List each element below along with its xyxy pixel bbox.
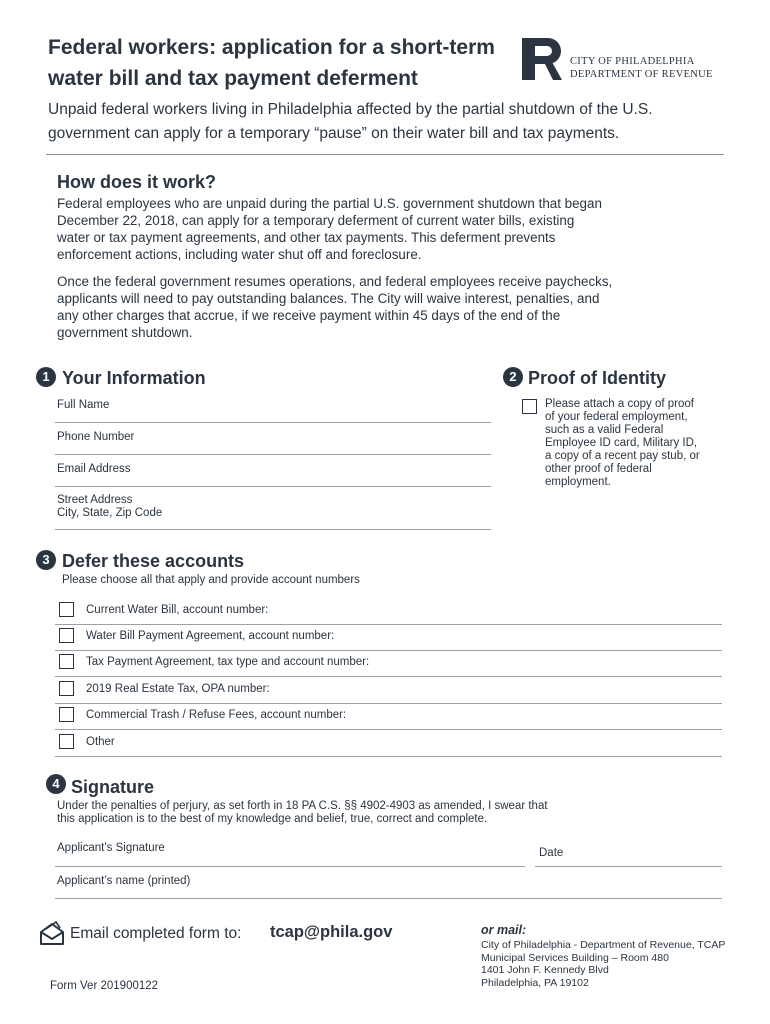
signature-field[interactable]: [55, 866, 525, 867]
proof-line: of your federal employment,: [545, 411, 688, 423]
defer-instruction: Please choose all that apply and provide account numbers: [62, 574, 360, 586]
current-water-bill-checkbox[interactable]: [59, 602, 74, 617]
agency-line-1: CITY OF PHILADELPHIA: [570, 56, 695, 67]
proof-line: employment.: [545, 476, 611, 488]
section-1-number: 1: [36, 367, 56, 387]
title-line-1: Federal workers: application for a short-term: [48, 36, 495, 59]
water-payment-agreement-checkbox[interactable]: [59, 628, 74, 643]
section-4-number: 4: [46, 774, 66, 794]
email-field[interactable]: [55, 486, 491, 487]
how-p1-line: December 22, 2018, can apply for a temporary deferment of current water bills, existing: [57, 213, 575, 228]
proof-line: such as a valid Federal: [545, 424, 664, 436]
proof-line: Please attach a copy of proof: [545, 398, 694, 410]
real-estate-tax-label: 2019 Real Estate Tax, OPA number:: [86, 683, 270, 695]
subtitle-line-1: Unpaid federal workers living in Philadelphia affected by the partial shutdown of the U.S.: [48, 101, 653, 118]
agency-line-2: DEPARTMENT OF REVENUE: [570, 69, 713, 80]
tax-payment-agreement-field[interactable]: [55, 676, 722, 677]
proof-line: a copy of a recent pay stub, or: [545, 450, 700, 462]
date-label: Date: [539, 847, 564, 859]
city-logo-icon: [522, 38, 566, 80]
page-subtitle: [48, 98, 728, 146]
water-payment-agreement-label: Water Bill Payment Agreement, account number:: [86, 630, 335, 642]
how-paragraph-2: [57, 273, 717, 341]
tax-payment-agreement-label: Tax Payment Agreement, tax type and account number:: [86, 656, 370, 668]
commercial-trash-field[interactable]: [55, 729, 722, 730]
water-payment-agreement-field[interactable]: [55, 650, 722, 651]
email-address-link[interactable]: tcap@phila.gov: [270, 923, 393, 941]
other-checkbox[interactable]: [59, 734, 74, 749]
proof-line: other proof of federal: [545, 463, 652, 475]
commercial-trash-checkbox[interactable]: [59, 707, 74, 722]
full-name-field[interactable]: [55, 422, 491, 423]
mail-address: [481, 939, 725, 989]
how-p2-line: Once the federal government resumes operations, and federal employees receive paychecks,: [57, 274, 613, 289]
mail-line: Municipal Services Building – Room 480: [481, 951, 669, 964]
mail-line: 1401 John F. Kennedy Blvd: [481, 964, 609, 976]
page-title: [48, 32, 508, 94]
city-state-zip-label: City, State, Zip Code: [57, 507, 163, 519]
how-heading: How does it work?: [57, 172, 217, 192]
tax-payment-agreement-checkbox[interactable]: [59, 654, 74, 669]
form-version: Form Ver 201900122: [50, 980, 159, 992]
date-field[interactable]: [535, 866, 722, 867]
section-3-heading: Defer these accounts: [62, 551, 245, 571]
other-label: Other: [86, 736, 115, 748]
proof-attached-checkbox[interactable]: [522, 399, 537, 414]
how-p2-line: any other charges that accrue, if we receive payment within 45 days of the end of the: [57, 308, 561, 323]
proof-line: Employee ID card, Military ID,: [545, 437, 698, 449]
mail-line: City of Philadelphia - Department of Revenue, TCAP: [481, 939, 726, 951]
how-p1-line: Federal employees who are unpaid during the partial U.S. government shutdown that began: [57, 196, 602, 211]
declaration-line: Under the penalties of perjury, as set forth in 18 PA C.S. §§ 4902-4903 as amended, I swear that: [57, 800, 548, 812]
signature-label: Applicant’s Signature: [57, 842, 165, 854]
other-field[interactable]: [55, 756, 722, 757]
section-2-heading: Proof of Identity: [528, 368, 666, 388]
how-p2-line: government shutdown.: [57, 325, 193, 340]
street-label: Street Address: [57, 494, 133, 506]
subtitle-line-2: government can apply for a temporary “pause” on their water bill and tax payments.: [48, 125, 620, 142]
how-paragraph-1: [57, 195, 717, 263]
email-instruction: Email completed form to:: [70, 925, 242, 942]
current-water-bill-field[interactable]: [55, 624, 722, 625]
email-envelope-icon: [38, 920, 66, 948]
perjury-declaration: [57, 800, 717, 826]
how-p2-line: applicants will need to pay outstanding balances. The City will waive interest, penalties, and: [57, 291, 600, 306]
declaration-line: this application is to the best of my knowledge and belief, true, correct and complete.: [57, 813, 488, 825]
email-label: Email Address: [57, 463, 131, 475]
full-name-label: Full Name: [57, 399, 110, 411]
real-estate-tax-field[interactable]: [55, 703, 722, 704]
commercial-trash-label: Commercial Trash / Refuse Fees, account number:: [86, 709, 347, 721]
how-p1-line: enforcement actions, including water shut off and foreclosure.: [57, 247, 422, 262]
real-estate-tax-checkbox[interactable]: [59, 681, 74, 696]
phone-label: Phone Number: [57, 431, 135, 443]
section-1-heading: Your Information: [62, 368, 206, 388]
address-field[interactable]: [55, 529, 491, 530]
phone-field[interactable]: [55, 454, 491, 455]
section-4-heading: Signature: [71, 777, 155, 797]
printed-name-field[interactable]: [55, 898, 722, 899]
mail-line: Philadelphia, PA 19102: [481, 976, 589, 989]
how-p1-line: water or tax payment agreements, and other tax payments. This deferment prevents: [57, 230, 556, 245]
agency-name: [570, 55, 713, 81]
mail-heading: or mail:: [481, 923, 527, 937]
header-divider: [46, 154, 724, 155]
title-line-2: water bill and tax payment deferment: [48, 67, 418, 90]
section-2-number: 2: [503, 367, 523, 387]
section-3-number: 3: [36, 550, 56, 570]
printed-name-label: Applicant’s name (printed): [57, 875, 191, 887]
proof-instructions: [545, 398, 725, 489]
current-water-bill-label: Current Water Bill, account number:: [86, 604, 269, 616]
